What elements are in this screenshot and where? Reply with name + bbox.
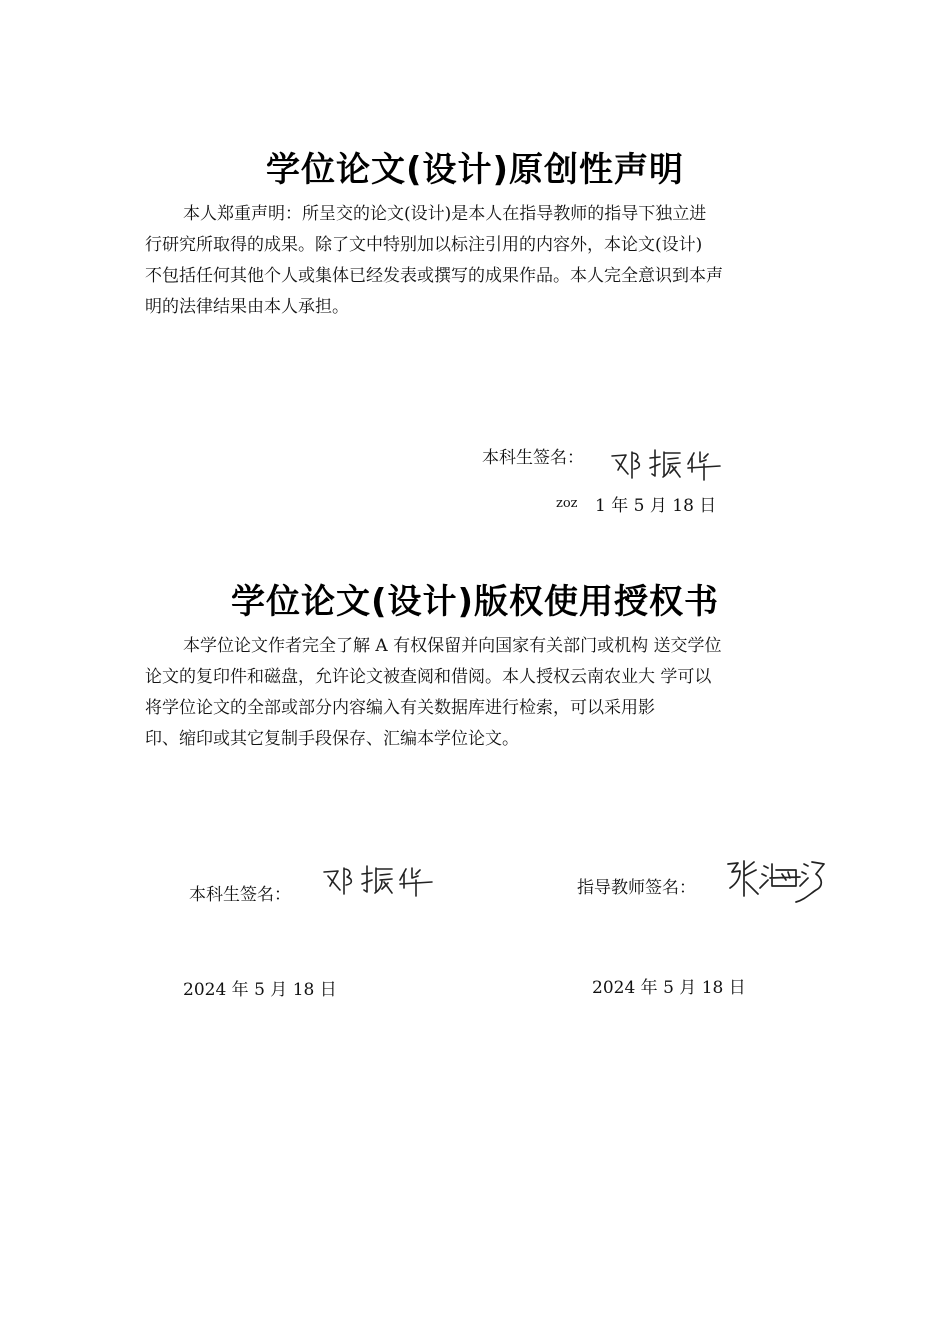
declaration-line: 明的法律结果由本人承担。 xyxy=(145,297,349,317)
authorization-body xyxy=(145,631,807,755)
declaration-title: 学位论文(设计)原创性声明 xyxy=(265,150,685,190)
declaration-student-signature xyxy=(608,444,728,484)
authorization-student-signature-label: 本科生签名： xyxy=(189,885,291,905)
declaration-date-handwritten: zoz xyxy=(556,496,578,511)
declaration-date: 1 年 5 月 18 日 xyxy=(595,496,717,516)
authorization-line: 将学位论文的全部或部分内容编入有关数据库进行检索，可以采用影 xyxy=(145,698,655,718)
authorization-advisor-signature-label: 指导教师签名： xyxy=(577,878,696,898)
authorization-line: 本学位论文作者完全了解 A 有权保留并向国家有关部门或机构 送交学位 xyxy=(183,636,722,656)
authorization-advisor-signature xyxy=(724,856,828,908)
authorization-student-signature xyxy=(320,860,440,902)
authorization-line: 印、缩印或其它复制手段保存、汇编本学位论文。 xyxy=(145,729,519,749)
declaration-body xyxy=(145,199,807,323)
authorization-title: 学位论文(设计)版权使用授权书 xyxy=(230,582,720,622)
authorization-line: 论文的复印件和磁盘，允许论文被查阅和借阅。本人授权云南农业大 学可以 xyxy=(145,667,712,687)
declaration-line: 不包括任何其他个人或集体已经发表或撰写的成果作品。本人完全意识到本声 xyxy=(145,266,723,286)
declaration-line: 本人郑重声明：所呈交的论文(设计)是本人在指导教师的指导下独立进 xyxy=(183,204,707,224)
authorization-advisor-date: 2024 年 5 月 18 日 xyxy=(592,978,746,998)
authorization-student-date: 2024 年 5 月 18 日 xyxy=(183,980,337,1000)
declaration-line: 行研究所取得的成果。除了文中特别加以标注引用的内容外，本论文(设计) xyxy=(145,235,703,255)
declaration-signature-label: 本科生签名： xyxy=(482,448,584,468)
